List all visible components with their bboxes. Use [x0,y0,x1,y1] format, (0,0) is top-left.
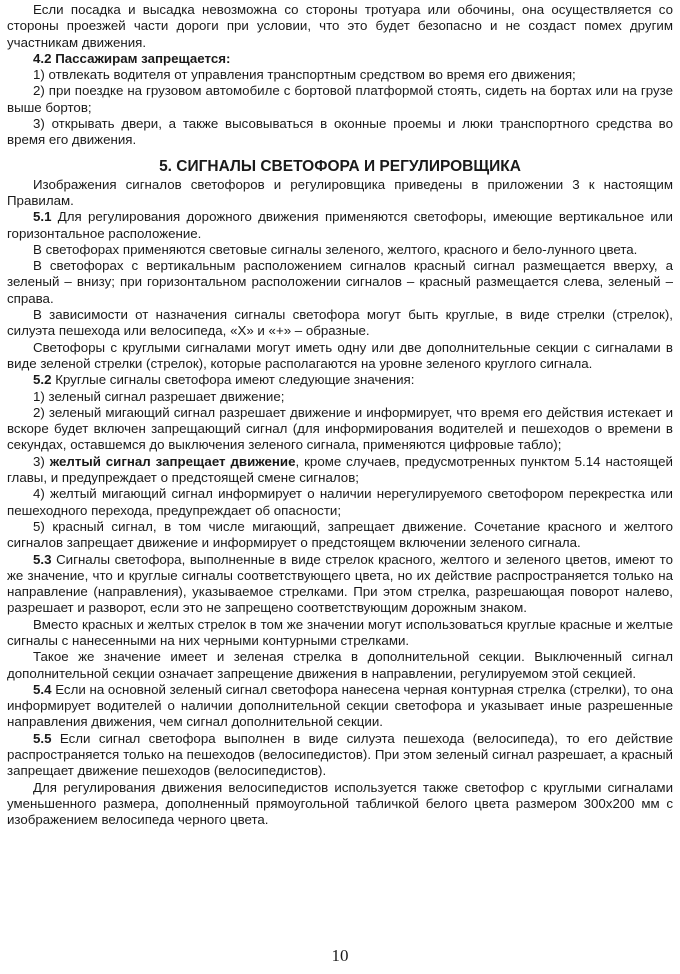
list-item [7,454,673,487]
paragraph-shape: В зависимости от назначения сигналы светофора могут быть круглые, в виде стрелки (стрелок), силуэта пешехода или велосипеда, «X» и «+» – образные. [7,307,673,339]
subsection-number: 4.2 [33,50,52,66]
list-item-rest: , кроме случаев, предусмотренных пунктом 5.14 настоящей главы, и предупреждает о предстоящей смене сигналов; [7,453,673,486]
list-item: 1) отвлекать водителя от управления транспортным средством во время его движения; [33,67,576,83]
paragraph-colors: В светофорах применяются световые сигналы зеленого, желтого, красного и бело-лунного цвета. [33,241,638,257]
subsection-text: Сигналы светофора, выполненные в виде стрелок красного, желтого и зеленого цветов, имеют то же значение, что и круглые сигналы соответствующего цвета, но их действие распространяется только на направление (направления), указываемое стрелками. При этом стрелка, разрешающая поворот налево, разрешает и разворот, если это не запрещено соответствующим дорожным знаком. [7,551,673,616]
subsection-5-1 [7,209,673,242]
subsection-5-3 [7,552,673,617]
page-number: 10 [331,946,349,965]
subsection-text: Для регулирования дорожного движения применяются светофоры, имеющие вертикальное или горизонтальное расположение. [7,209,673,241]
paragraph-same: Такое же значение имеет и зеленая стрелка в дополнительной секции. Выключенный сигнал дополнительной секции означает запрещение движения в направлении, регулируемом этой секцией. [7,649,673,681]
subsection-5-2 [7,372,673,388]
subsection-5-5 [7,731,673,780]
subsection-number: 5.2 [33,372,52,388]
section-heading: 5. СИГНАЛЫ СВЕТОФОРА И РЕГУЛИРОВЩИКА [159,157,521,175]
list-item: 5) красный сигнал, в том числе мигающий, запрещает движение. Сочетание красного и желтого сигналов запрещает движение и информирует о предстоящем включении зеленого сигнала. [7,518,673,551]
paragraph-boarding: Если посадка и высадка невозможна со стороны тротуара или обочины, она осуществляется со стороны проезжей части дороги при условии, что это будет безопасно и не создаст помех другим участникам движения. [7,2,673,50]
paragraph-instead: Вместо красных и желтых стрелок в том же значении могут использоваться круглые красные и желтые сигналы с нанесенными на них черными контурными стрелками. [7,616,673,648]
subsection-5-4 [7,682,673,731]
paragraph-intro: Изображения сигналов светофоров и регулировщика приведены в приложении 3 к настоящим Правилам. [7,176,673,208]
list-item: 1) зеленый сигнал разрешает движение; [33,388,285,404]
list-item: 3) открывать двери, а также высовываться в оконные проемы и люки транспортного средства во время его движения. [7,116,673,148]
paragraph-sections: Светофоры с круглыми сигналами могут иметь одну или две дополнительные секции с сигналами в виде зеленой стрелки (стрелок), которые располагаются на уровне зеленого круглого сигнала. [7,339,673,371]
list-item-bold: желтый сигнал запрещает движение [49,453,296,469]
list-item: 4) желтый мигающий сигнал информирует о наличии нерегулируемого светофором перекрестка или пешеходного перехода, предупреждает об опасности; [7,486,673,518]
subsection-4-2-heading [7,51,673,67]
subsection-number: 5.1 [33,209,52,225]
list-item: 2) при поездке на грузовом автомобиле с бортовой платформой стоять, сидеть на бортах или на грузе выше бортов; [7,83,673,115]
list-item: 2) зеленый мигающий сигнал разрешает движение и информирует, что время его действия истекает и вскоре будет включен запрещающий сигнал (для информирования водителей и пешеходов о времени в секундах, оставшемся до выключения зеленого сигнала, применяются цифровые табло); [7,404,673,453]
subsection-text: Если сигнал светофора выполнен в виде силуэта пешехода (велосипеда), то его действие распространяется только на пешеходов (велосипедистов). При этом зеленый сигнал разрешает, а красный запрещает движение пешеходов (велосипедистов). [7,730,673,779]
subsection-title: Пассажирам запрещается: [55,50,231,66]
list-item-prefix: 3) [33,453,50,469]
subsection-number: 5.4 [33,681,52,697]
paragraph-vertical: В светофорах с вертикальным расположением сигналов красный сигнал размещается вверху, а зеленый – внизу; при горизонтальном расположении сигналов – красный размещается слева, зеленый – справа. [7,258,673,306]
subsection-text: Круглые сигналы светофора имеют следующие значения: [51,372,415,388]
subsection-number: 5.3 [33,551,52,567]
paragraph-bike: Для регулирования движения велосипедистов используется также светофор с круглыми сигналами уменьшенного размера, дополненный прямоугольной табличкой белого цвета размером 300x200 мм с изображением велосипеда черного цвета. [7,779,673,828]
subsection-text: Если на основной зеленый сигнал светофора нанесена черная контурная стрелка (стрелки), то она информирует водителей о наличии дополнительной секции светофора и указывает иные разрешенные направления движения, чем сигнал дополнительной секции. [7,681,673,730]
subsection-number: 5.5 [33,730,52,746]
